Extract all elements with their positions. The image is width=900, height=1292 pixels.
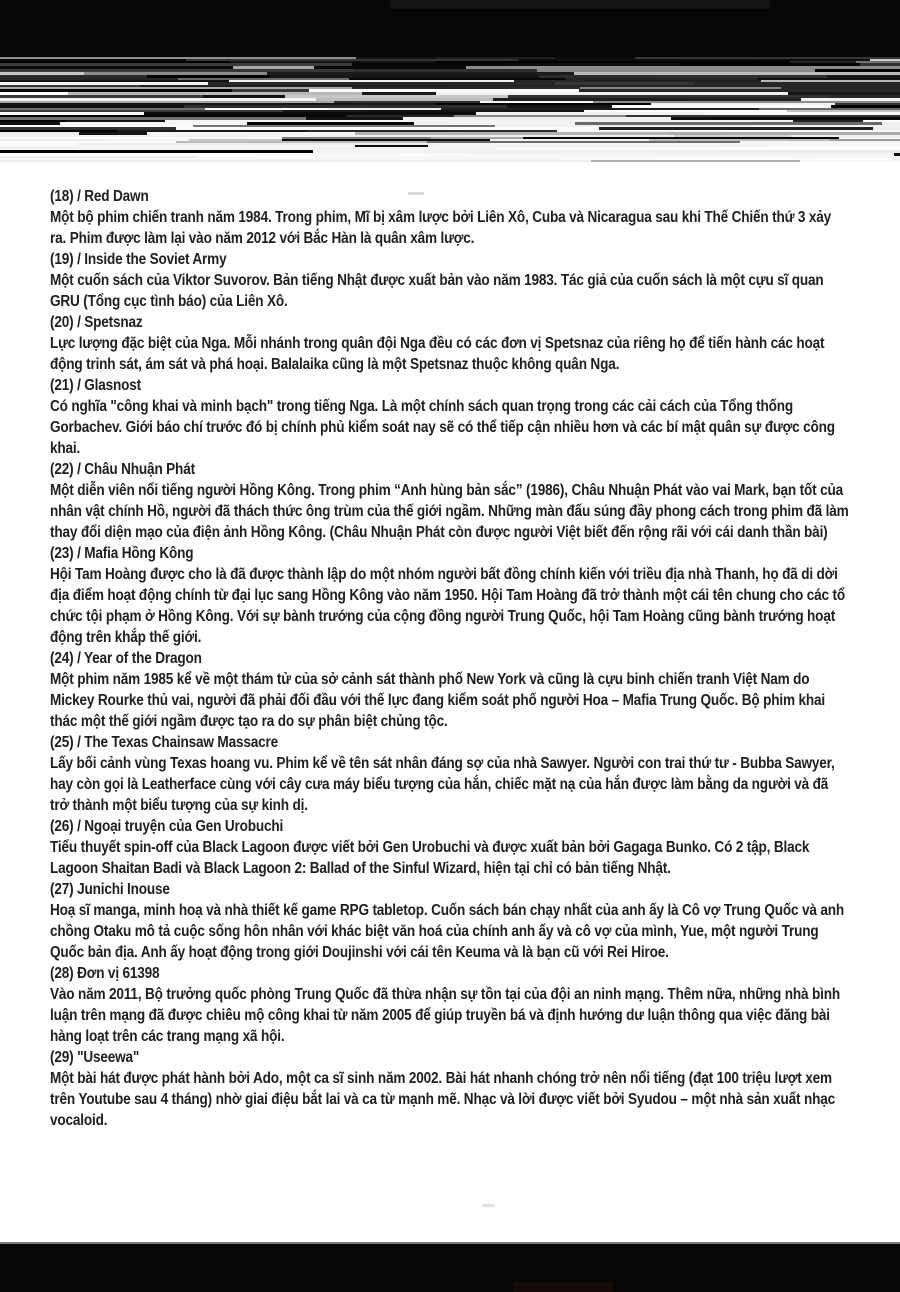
note-entry [50,375,850,459]
bottom-smudge-decoration [513,1282,613,1292]
note-body: Một bộ phim chiến tranh năm 1984. Trong phim, Mĩ bị xâm lược bởi Liên Xô, Cuba và Nicaragua sau khi Thế Chiến thứ 3 xảy ra. Phim được làm lại vào năm 2012 với Bắc Hàn là quân xâm lược. [50,209,832,247]
note-body: Lực lượng đặc biệt của Nga. Mỗi nhánh trong quân đội Nga đều có các đơn vị Spetsnaz của riêng họ để tiến hành các hoạt động trinh sát, ám sát và phá hoại. Balalaika cũng là một Spetsnaz thuộc không quân Nga. [50,335,825,373]
note-body: Một bài hát được phát hành bởi Ado, một ca sĩ sinh năm 2002. Bài hát nhanh chóng trở nên nổi tiếng (đạt 100 triệu lượt xem trên Youtube sau 4 tháng) nhờ giai điệu bắt lai và ca từ mạnh mẽ. Nhạc và lời được viết bởi Syudou – một nhà sản xuất nhạc vocaloid. [50,1070,836,1129]
note-heading: (26) / Ngoại truyện của Gen Urobuchi [50,818,284,835]
note-heading: (29) "Useewa" [50,1049,140,1066]
note-entry [50,249,850,312]
top-black-band [0,0,900,62]
note-heading: (27) Junichi Inouse [50,881,170,898]
note-entry [50,879,850,963]
note-body: Hoạ sĩ manga, minh hoạ và nhà thiết kế game RPG tabletop. Cuốn sách bán chạy nhất của anh ấy là Cô vợ Trung Quốc và anh chồng Otaku mô tả cuộc sống hôn nhân với khác biệt văn hoá của chính anh ấy và cô vợ của mình, Yue, một người Trung Quốc bản địa. Anh ấy hoạt động trong giới Doujinshi với cái tên Keuma và là bạn cũ với Rei Hiroe. [50,902,845,961]
note-heading: (19) / Inside the Soviet Army [50,251,227,268]
note-body: Tiểu thuyết spin-off của Black Lagoon được viết bởi Gen Urobuchi và được xuất bản bởi Gagaga Bunko. Có 2 tập, Black Lagoon Shaitan Badi và Black Lagoon 2: Ballad of the Sinful Wizard, hiện tại chỉ có bản tiếng Nhật. [50,839,810,877]
glitch-line-segment [654,160,802,162]
note-heading: (21) / Glasnost [50,377,142,394]
bottom-black-band [0,1242,900,1292]
note-body: Lấy bối cảnh vùng Texas hoang vu. Phim kể về tên sát nhân đáng sợ của nhà Sawyer. Người con trai thứ tư - Bubba Sawyer, hay còn gọi là Leatherface cùng với cây cưa máy biểu tượng của hắn, chiếc mặt nạ của hắn được làm bằng da người và đã trở thành một biểu tượng của sự kinh dị. [50,755,835,814]
note-entry [50,732,850,816]
glitch-line-segment [319,160,593,162]
translation-notes-list [50,186,850,1131]
note-body: Một phim năm 1985 kể về một thám tử của sở cảnh sát thành phố New York và cũng là cựu binh chiến tranh Việt Nam do Mickey Rourke thủ vai, người đã phải đối đầu với thế lực đang kiểm soát phố người Hoa – Mafia Trung Quốc. Bộ phim khai thác một thế giới ngầm được tạo ra do sự phân biệt chủng tộc. [50,671,826,730]
note-entry [50,543,850,648]
note-body: Có nghĩa "công khai và minh bạch" trong tiếng Nga. Là một chính sách quan trọng trong các cải cách của Tổng thống Gorbachev. Giới báo chí trước đó bị chính phủ kiểm soát nay sẽ có thể tiếp cận nhiều hơn và các bí mật quân sự được công khai. [50,398,835,457]
note-body: Một diễn viên nổi tiếng người Hồng Kông. Trong phim “Anh hùng bản sắc” (1986), Châu Nhuận Phát vào vai Mark, bạn tốt của nhân vật chính Hồ, người đã thách thức ông trùm của thế giới ngầm. Những màn đấu súng đầy phong cách trong phim đã làm thay đổi diện mạo của điện ảnh Hồng Kông. (Châu Nhuận Phát còn được người Việt biết đến rộng rãi với cái danh thần bài) [50,482,849,541]
glitch-line-segment [800,160,900,162]
glitch-line-segment [0,160,321,162]
glitch-static-transition [0,57,900,162]
note-heading: (28) Đơn vị 61398 [50,965,160,982]
note-entry [50,963,850,1047]
note-heading: (23) / Mafia Hồng Kông [50,545,194,562]
note-body: Hội Tam Hoàng được cho là đã được thành lập do một nhóm người bất đồng chính kiến với triều địa nhà Thanh, họ đã di dời địa điểm hoạt động chính từ đại lục sang Hồng Kông vào năm 1950. Hội Tam Hoàng đã trở thành một cái tên chung cho các tổ chức tội phạm ở Hồng Kông. Với sự bành trướng của cộng đồng người Trung Quốc, hội Tam Hoàng cũng bành trướng hoạt động trên khắp thế giới. [50,566,846,646]
note-heading: (25) / The Texas Chainsaw Massacre [50,734,279,751]
note-entry [50,186,850,249]
top-smudge-decoration [390,0,770,9]
note-heading: (24) / Year of the Dragon [50,650,202,667]
note-heading: (20) / Spetsnaz [50,314,143,331]
glitch-line-segment [591,160,655,162]
note-entry [50,459,850,543]
paper-speck [482,1204,495,1207]
note-entry [50,648,850,732]
note-heading: (18) / Red Dawn [50,188,149,205]
note-entry [50,1047,850,1131]
note-heading: (22) / Châu Nhuận Phát [50,461,195,478]
note-body: Vào năm 2011, Bộ trưởng quốc phòng Trung Quốc đã thừa nhận sự tồn tại của đội an ninh mạng. Thêm nữa, những nhà bình luận trên mạng đã được chiêu mộ công khai từ năm 2005 để giúp truyền bá và định hướng dư luận thông qua việc đăng bài hàng loạt trên các trang mạng xã hội. [50,986,840,1045]
note-body: Một cuốn sách của Viktor Suvorov. Bản tiếng Nhật được xuất bản vào năm 1983. Tác giả của cuốn sách là một cựu sĩ quan GRU (Tổng cục tình báo) của Liên Xô. [50,272,824,310]
note-entry [50,312,850,375]
note-entry [50,816,850,879]
